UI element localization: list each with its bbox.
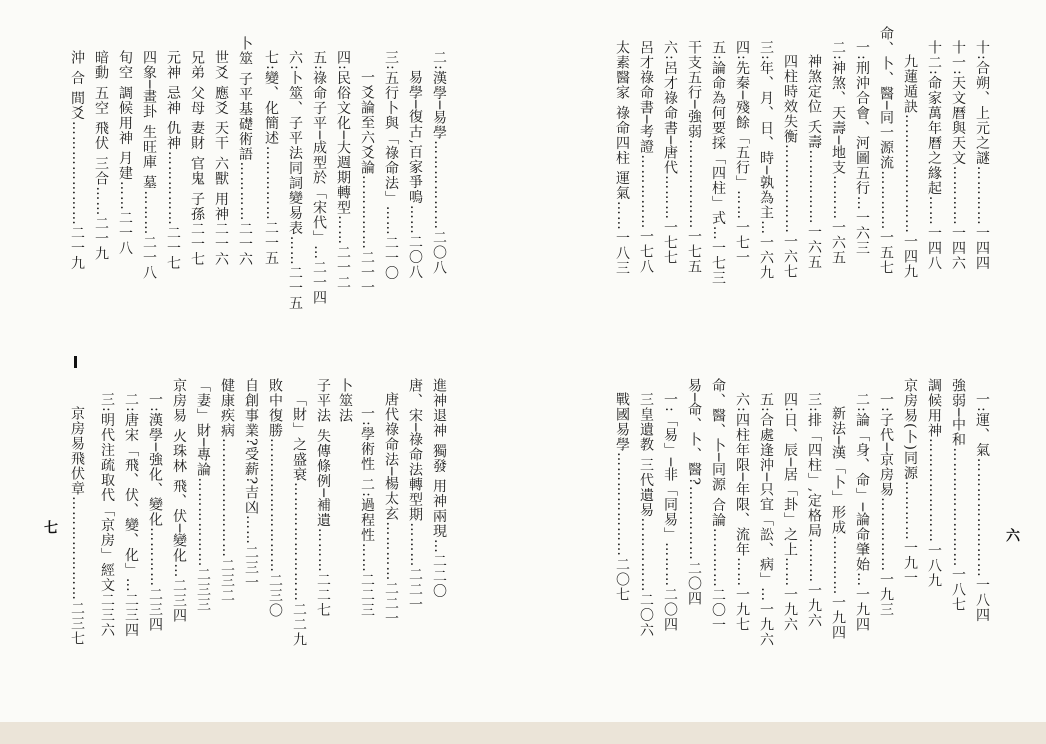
- bottom-right-page: [585, 370, 1005, 670]
- toc-entry: 六:卜筮、子平法同詞變易表……二一五: [287, 50, 303, 311]
- toc-entry: 四柱時效失衡………………一六七: [782, 54, 798, 279]
- page-number: 六: [1004, 528, 1020, 542]
- toc-entry: 六:呂才祿命書─唐代………一七七: [662, 40, 678, 266]
- toc-entry: 命、卜、醫─同一源流…………一五七: [878, 26, 894, 276]
- toc-entry: 五:祿命子平─成型於「宋代」…二一四: [311, 50, 327, 306]
- top-left-page: [50, 30, 470, 330]
- toc-entry: 旬空 調候用神 月建……二一八: [117, 50, 133, 256]
- toc-entry: 「財」之盛衰……………………二二九: [291, 392, 307, 647]
- toc-entry: 自創事業?受薪?吉凶……二三一: [243, 378, 259, 591]
- toc-entry: 一:子代─京房易……………一九三: [878, 392, 894, 618]
- toc-entry: 唐、宋─祿命法轉型期………二二一: [407, 378, 423, 613]
- toc-entry: 「妻」財─專論………………二三三: [195, 378, 211, 613]
- toc-entry: 神煞定位 夭壽……………一六五: [806, 54, 822, 270]
- toc-entry: 一:刑沖合會、河圖五行…一六三: [854, 40, 870, 256]
- toc-entry: 四:民俗文化─大週期轉型……二一二: [335, 50, 351, 291]
- toc-entry: 四:先秦─殘餘「五行」……一七一: [734, 40, 750, 266]
- toc-entry: 世爻 應爻 天干 六獸 用神二一六: [213, 50, 229, 267]
- toc-entry: 五:論命為何要採「四柱」式…一七三: [710, 40, 726, 286]
- toc-entry: 一:運、氣……………………一八四: [974, 392, 990, 623]
- toc-entry: 戰國易學…………………二〇七: [614, 392, 630, 602]
- toc-entry: 一爻論至六爻論……………二一一: [359, 70, 375, 295]
- bottom-left-page: [50, 370, 470, 670]
- toc-entry: 暗動 五空 飛伏 三合……二一九: [93, 50, 109, 262]
- toc-entry: 易─命、卜、醫?……………二〇四: [686, 378, 702, 606]
- toc-entry: 易學─復古,百家爭鳴……二〇八: [407, 70, 423, 280]
- toc-entry: 干支五行─強弱………………一七五: [686, 40, 702, 275]
- toc-entry: 調候用神…………………一八九: [926, 378, 942, 588]
- toc-entry: 健康疾病……………………二三二: [219, 378, 235, 603]
- toc-entry: 六:四柱年限─年限、流年……一九七: [734, 392, 750, 633]
- toc-entry: 新法─漢「卜」形成…………一九四: [830, 406, 846, 641]
- toc-entry: 沖 合 間爻…………………二一九: [69, 50, 85, 271]
- page-number: 七: [42, 520, 58, 534]
- toc-entry: 四象─畫卦 生旺庫 墓………二一八: [141, 50, 157, 281]
- toc-entry: 二:漢學─易學………………二〇八: [431, 50, 447, 276]
- toc-entry: 三:年、月、日、時─孰為主…一六九: [758, 40, 774, 281]
- toc-entry: 進神退神 獨發 用神兩現…二二〇: [431, 378, 447, 599]
- top-right-page: [585, 20, 1005, 330]
- toc-entry: 二:唐宋「飛、伏、變、化」…二三四: [123, 392, 139, 638]
- toc-entry: 唐代祿命法─楊太玄…………二二一: [383, 392, 399, 627]
- toc-entry: 太素醫家 祿命四柱 運氣……一八三: [614, 40, 630, 276]
- toc-entry: 卜筮法: [337, 378, 353, 423]
- toc-entry: 十:合朔、上元之謎…………一四四: [974, 40, 990, 271]
- toc-entry: 二:論「身、命」─論命肇始…一九四: [854, 392, 870, 633]
- toc-entry: 三:五行卜與「祿命法」……二一〇: [383, 50, 399, 281]
- toc-entry: 呂才祿命書─考證……………一七八: [638, 40, 654, 275]
- toc-entry: 三皇遺教 三代遺易……………二〇六: [638, 392, 654, 638]
- toc-entry: 一:「易」─非「同易」………二〇四: [662, 392, 678, 633]
- toc-entry: 京房易(卜)同源…………一九一: [902, 378, 918, 586]
- toc-entry: 十一:天文曆與天文…………一四六: [950, 40, 966, 271]
- toc-entry: 七:變、化簡述……………二一五: [263, 50, 279, 266]
- toc-entry: 一:學術性 二:過程性……二二三: [359, 406, 375, 618]
- toc-entry: 三:明代注疏取代「京房」經文二三六: [99, 392, 115, 638]
- toc-entry: 四:日、辰─居「卦」之上……一九六: [782, 392, 798, 633]
- toc-entry: 京房易 火珠林 飛、伏─變化…二三四: [171, 378, 187, 624]
- toc-entry: 三:排「四柱」,定格局………一九六: [806, 392, 822, 629]
- toc-entry: 十二:命家萬年曆之緣起……一四八: [926, 40, 942, 271]
- toc-entry: 一:漢學─強化、變化…………二三四: [147, 392, 163, 633]
- toc-entry: 卜筮 子平基礎術語…………二一六: [237, 36, 253, 267]
- toc-entry: 子平法 失傳條例─補遺………二二七: [315, 378, 331, 618]
- toc-entry: 命、醫、卜─同源 合論…………二〇一: [710, 378, 726, 633]
- toc-entry: 京房易飛伏章…………………二三七: [69, 406, 85, 646]
- toc-entry: 五:合處逢沖─只宜「訟、病」…一九六: [758, 392, 774, 648]
- toc-entry: 敗中復勝………………………二三〇: [267, 378, 283, 618]
- toc-entry: 強弱─中和……………………一八七: [950, 378, 966, 613]
- toc-entry: 兄弟 父母 妻財 官鬼 子孫二一七: [189, 50, 205, 267]
- toc-entry: 元神 忌神 仇神……………二一七: [165, 50, 181, 271]
- toc-entry: 九蓮遁訣……………………一四九: [902, 54, 918, 279]
- bottom-band: [0, 722, 1046, 744]
- toc-entry: 二:神煞、天壽─地支………一六五: [830, 40, 846, 266]
- page-mark: [74, 356, 77, 368]
